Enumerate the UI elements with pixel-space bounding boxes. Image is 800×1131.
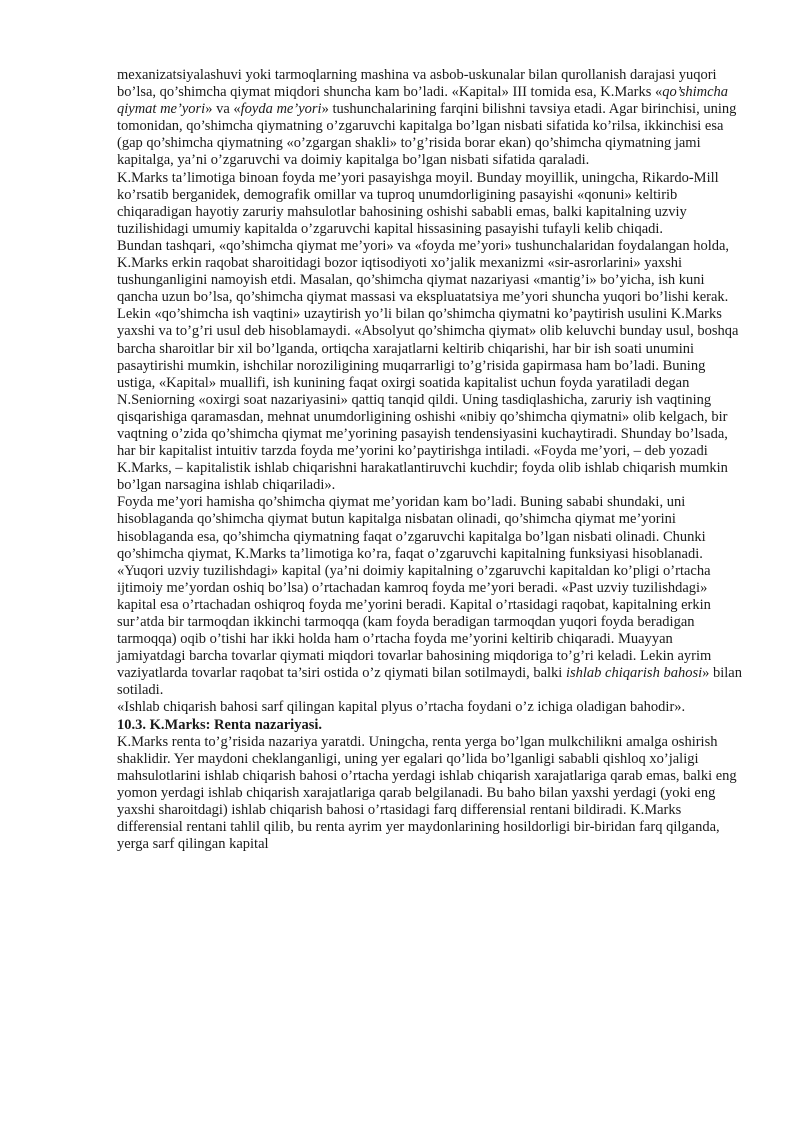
text-run: » bilan sotiladi. [117,665,742,699]
italic-term: foyda me’yori [240,101,322,118]
paragraph-profit-vs-surplus: Foyda me’yori hamisha qo’shimcha qiymat me’yoridan kam bo’ladi. Buning sababi shundaki, uni hisoblaganda qo’shimcha qiymat butun kapitalga nisbatan olinadi, qo’shimcha qiymat me’yorini hisoblaganda esa, qo’shimcha qiymatning faqat o’zgaruvchi kapitalga bo’lgan nisbati olinadi. Chunki qo’shimcha qiymat, K.Marks ta’limotiga ko’ra, faqat o’zgaruvchi kapitalning funksiyasi hisoblanadi. [117,494,706,562]
paragraph-falling-profit-rate: K.Marks ta’limotiga binoan foyda me’yori pasayishga moyil. Bunday moyillik, uningcha, Rikardo-Mill ko’rsatib berganidek, demografik omillar va tuproq unumdorligining pasayishi «qonuni» keltirib chiqaradigan hayotiy zaruriy mahsulotlar bahosining oshishi sababli emas, balki kapitalning uzviy tuzilishidagi umumiy kapitalda o’zgaruvchi kapital hissasining pasayishi tufayli kelib chiqadi. [117,169,719,237]
paragraph-surplus-value-logic: Bundan tashqari, «qo’shimcha qiymat me’yori» va «foyda me’yori» tushunchalaridan foydalangan holda, K.Marks erkin raqobat sharoitidagi bozor iqtisodiyoti xo’jalik mexanizmi «sir-asrorlarini» yaxshi tushunganligini namoyish etdi. Masalan, qo’shimcha qiymat nazariyasi «mantig’i» bo’yicha, ish kuni qancha uzun bo’lsa, qo’shimcha qiymat massasi va ekspluatatsiya me’yori shuncha yuqori bo’lishi kerak. Lekin «qo’shimcha ish vaqtini» uzaytirish yo’li bilan qo’shimcha qiymatni ko’paytirish usulini K.Marks yaxshi va to’g’ri usul deb hisoblamaydi. «Absolyut qo’shimcha qiymat» olib keluvchi bunday usul, boshqa barcha sharoitlar bir xil bo’lganda, ortiqcha xarajatlarni keltirib chiqarishi, har bir ish soati unumini pasaytirishi mumkin, ishchilar noroziligining muqarrarligi to’g’risida gapirmasa ham bo’ladi. Buning ustiga, «Kapital» muallifi, ish kunining faqat oxirgi soatida kapitalist uchun foyda yaratiladi degan N.Seniorning «oxirgi soat nazariyasini» qattiq tanqid qildi. Uning tasdiqlashicha, zaruriy ish vaqtining qisqarishiga qaramasdan, mehnat unumdorligining oshishi «nibiy qo’shimcha qiymatni» olib kelgach, bir vaqtning o’zida qo’shimcha qiymat me’yorining pasayish tendensiyasini kuchaytiradi. Shunday bo’lsada, har bir kapitalist intuitiv tarzda foyda me’yorini ko’paytirishga intiladi. «Foyda me’yori, – deb yozadi K.Marks, – kapitalistik ishlab chiqarishni harakatlantiruvchi kuchdir; foyda olib ishlab chiqarish mumkin bo’lgan narsagina ishlab chiqariladi». [117,237,739,494]
paragraph-organic-composition [117,563,743,700]
paragraph-rate-definitions [117,67,743,170]
italic-term: qo’shimcha qiymat me’yori [117,84,729,118]
document-page [117,67,743,853]
text-run: «Yuqori uzviy tuzilishdagi» kapital (ya’ni doimiy kapitalning o’zgaruvchi kapitaldan ko’pligi o’rtacha ijtimoiy me’yordan oshiq bo’lsa) o’rtachadan kamroq foyda me’yori beradi. «Past uzviy tuzilishdagi» kapital esa o’rtachadan oshiqroq foyda me’yorini beradi. Kapital o’rtasidagi raqobat, kapitalning erkin sur’atda bir tarmoqdan ikkinchi tarmoqqa (kam foyda beradigan tarmoqdan yuqori foyda beradigan tarmoqqa) oqib o’tishi har ikki holda ham o’rtacha foyda me’yorini keltirib chiqaradi. Muayyan jamiyatdagi barcha tovarlar qiymati miqdori tovarlar bahosining miqdoriga to’g’ri keladi. Lekin ayrim vaziyatlarda tovarlar raqobat ta’siri ostida o’z qiymati bilan sotilmaydi, balki [117,562,712,682]
text-run: » tushunchalarining farqini bilishni tavsiya etadi. Agar birinchisi, uning tomonidan, qo’shimcha qiymatning o’zgaruvchi kapitalga bo’lgan nisbati sifatida ko’rilsa, ikkinchisi esa (gap qo’shimcha qiymatning «o’zgargan shakli» to’g’risida borar ekan) qo’shimcha qiymatning jami kapitalga, ya’ni o’zgaruvchi va doimiy kapitalga bo’lgan nisbati sifatida qaraladi. [117,101,737,169]
paragraph-production-price-quote: «Ishlab chiqarish bahosi sarf qilingan kapital plyus o’rtacha foydani o’z ichiga oladigan bahodir». [117,699,686,716]
section-heading: 10.3. K.Marks: Renta nazariyasi. [117,716,322,733]
italic-term: ishlab chiqarish bahosi [565,665,703,682]
paragraph-rent-theory: K.Marks renta to’g’risida nazariya yaratdi. Uningcha, renta yerga bo’lgan mulkchilikni amalga oshirish shaklidir. Yer maydoni cheklanganligi, uning yer egalari qo’lida bo’lganligi sababli qishloq xo’jaligi mahsulotlarini ishlab chiqarish bahosi o’rtacha yerdagi ishlab chiqarish xarajatlariga qarab emas, balki eng yomon yerdagi ishlab chiqarish xarajatlariga qarab belgilanadi. Bu baho bilan yaxshi yerdagi (yoki eng yaxshi sharoitdagi) ishlab chiqarish bahosi o’rtasidagi farq differensial rentani bildiradi. K.Marks differensial rentani tahlil qilib, bu renta ayrim yer maydonlarining hosildorligi bir-biridan farq qilganda, yerga sarf qilingan kapital [117,733,737,853]
text-run: mexanizatsiyalashuvi yoki tarmoqlarning mashina va asbob-uskunalar bilan qurollanish darajasi yuqori bo’lsa, qo’shimcha qiymat miqdori shuncha kam bo’ladi. «Kapital» III tomida esa, K.Marks « [117,67,717,101]
text-run: » va « [205,101,241,118]
